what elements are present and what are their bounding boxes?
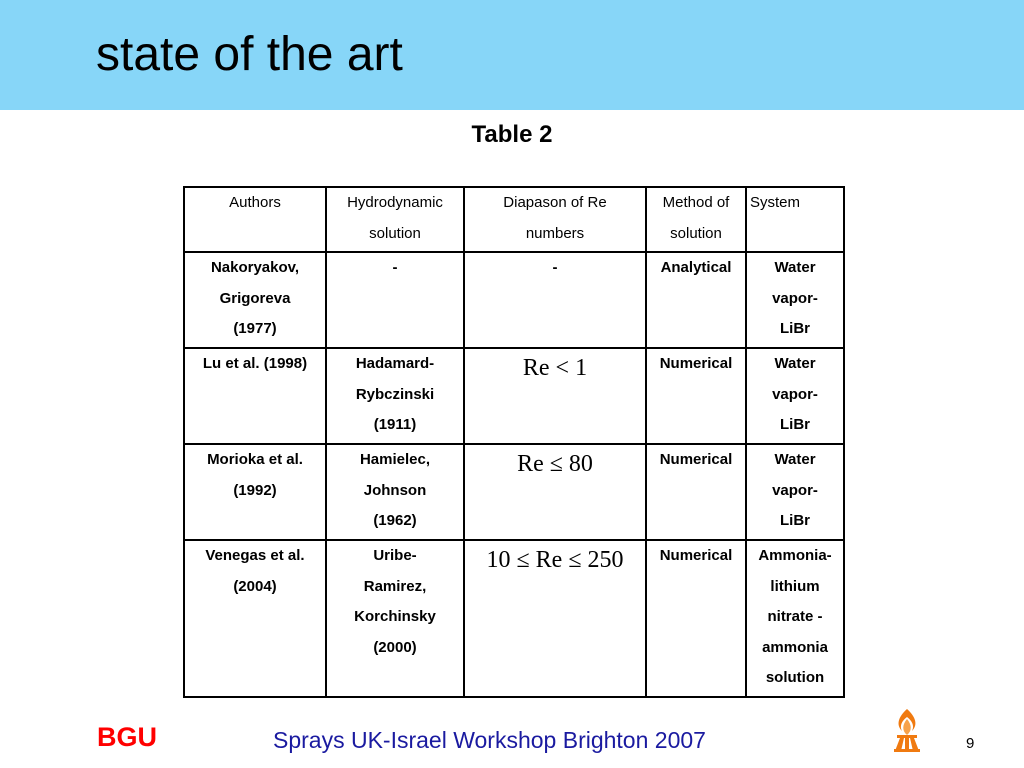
table-caption: Table 2 — [471, 121, 553, 148]
table-row — [184, 348, 844, 444]
cell-re-range: Re ≤ 80 — [464, 444, 646, 540]
cell-re-range: 10 ≤ Re ≤ 250 — [464, 540, 646, 697]
bgu-flame-emblem-icon — [890, 707, 924, 753]
cell-re-range: Re < 1 — [464, 348, 646, 444]
cell-hydrodynamic-solution: Hamielec, Johnson (1962) — [326, 444, 464, 540]
cell-authors: Venegas et al. (2004) — [184, 540, 326, 697]
cell-authors: Nakoryakov, Grigoreva (1977) — [184, 252, 326, 348]
cell-system: Water vapor- LiBr — [746, 348, 844, 444]
table-row — [184, 252, 844, 348]
cell-method: Numerical — [646, 444, 746, 540]
cell-authors: Lu et al. (1998) — [184, 348, 326, 444]
cell-method: Numerical — [646, 540, 746, 697]
cell-hydrodynamic-solution: Hadamard- Rybczinski (1911) — [326, 348, 464, 444]
state-of-the-art-table — [183, 186, 845, 698]
table-row — [184, 540, 844, 697]
header-re-range: Diapason of Re numbers — [464, 187, 646, 252]
page-title: state of the art — [96, 28, 403, 81]
header-hydrodynamic-solution: Hydrodynamic solution — [326, 187, 464, 252]
cell-hydrodynamic-solution: Uribe- Ramirez, Korchinsky (2000) — [326, 540, 464, 697]
header-system: System — [746, 187, 844, 252]
cell-system: Ammonia- lithium nitrate - ammonia solution — [746, 540, 844, 697]
cell-authors: Morioka et al. (1992) — [184, 444, 326, 540]
bgu-logo-text: BGU — [97, 722, 157, 752]
header-method: Method of solution — [646, 187, 746, 252]
cell-system: Water vapor- LiBr — [746, 444, 844, 540]
cell-system: Water vapor- LiBr — [746, 252, 844, 348]
cell-hydrodynamic-solution: - — [326, 252, 464, 348]
footer-workshop-text: Sprays UK-Israel Workshop Brighton 2007 — [273, 727, 706, 753]
header-authors: Authors — [184, 187, 326, 252]
table-header-row — [184, 187, 844, 252]
cell-method: Analytical — [646, 252, 746, 348]
page-number: 9 — [966, 735, 975, 752]
cell-method: Numerical — [646, 348, 746, 444]
cell-re-range: - — [464, 252, 646, 348]
table-row — [184, 444, 844, 540]
